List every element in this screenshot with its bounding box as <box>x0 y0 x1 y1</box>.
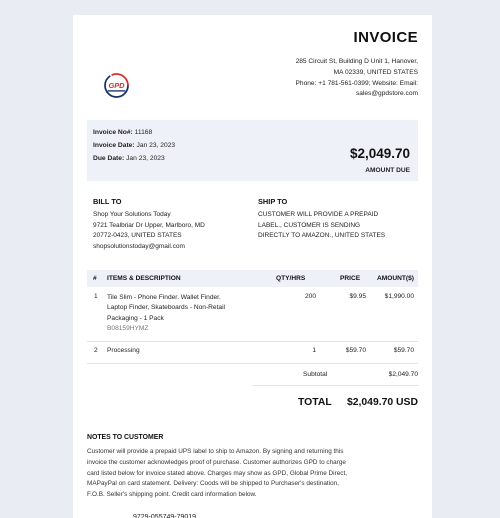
row-description <box>107 293 257 335</box>
col-items: ITEMS & DESCRIPTION <box>107 275 181 282</box>
row-qty: 1 <box>312 347 316 354</box>
col-amount: AMOUNT($) <box>377 275 414 282</box>
notes-body <box>87 447 418 501</box>
invoice-number: 11168 <box>134 129 153 136</box>
due-date-label: Due Date: <box>93 155 125 162</box>
total-value: $2,049.70 USD <box>346 397 418 408</box>
notes-line: card listed below for invoice stated above. Charges may show as GPD, Global Prime Direct, <box>87 469 347 477</box>
col-qty: QTY/HRS <box>276 275 306 282</box>
table-row <box>87 347 418 359</box>
subtotal-value: $2,049.70 <box>388 371 418 378</box>
logo-text: GPD <box>108 81 125 91</box>
address-line: Phone: +1 781-561-0399; Website: Email: <box>295 79 418 87</box>
row-num: 1 <box>94 293 98 300</box>
gpd-logo <box>103 72 130 99</box>
total-row <box>298 397 418 411</box>
items-table-header <box>87 270 418 287</box>
row-description: Processing <box>107 347 140 354</box>
row-divider <box>87 341 418 342</box>
address-line: sales@gpdstore.com <box>355 90 418 98</box>
bill-to-line: 20772-0423, UNITED STATES <box>93 232 182 240</box>
invoice-meta-box <box>87 120 418 181</box>
desc-line: Tile Slim - Phone Finder. Wallet Finder. <box>107 294 221 301</box>
invoice-number-label: Invoice No#: <box>93 129 133 136</box>
due-date: Jan 23, 2023 <box>126 155 165 162</box>
ship-to-heading: SHIP TO <box>258 197 288 206</box>
table-row <box>87 293 418 341</box>
invoice-number-row <box>93 129 152 136</box>
row-amount: $59.70 <box>393 347 414 354</box>
total-label: TOTAL <box>298 397 332 408</box>
row-price: $9.95 <box>349 293 366 300</box>
due-date-row <box>93 155 165 162</box>
invoice-date: Jan 23, 2023 <box>136 142 176 149</box>
desc-line: Packaging - 1 Pack <box>107 314 164 322</box>
card-number-partial: 9729-055749-79019 <box>133 514 197 518</box>
bill-to-address <box>93 210 205 252</box>
notes-heading: NOTES TO CUSTOMER <box>87 434 164 441</box>
amount-due-label: AMOUNT DUE <box>365 167 410 174</box>
amount-due-value: $2,049.70 <box>349 146 410 161</box>
ship-to-line: CUSTOMER WILL PROVIDE A PREPAID <box>258 211 379 218</box>
bill-to-heading: BILL TO <box>93 197 122 206</box>
row-sku: B08159HYMZ <box>107 325 149 333</box>
company-address <box>218 57 418 100</box>
bill-to-email: shopsolutionstoday@gmail.com <box>93 242 185 250</box>
notes-line: MAPayPal on card statement. Delivery: Coods will be shipped to Purchaser's destination, <box>87 480 339 488</box>
address-line: MA 02339, UNITED STATES <box>333 68 418 76</box>
invoice-date-label: Invoice Date: <box>93 142 135 149</box>
ship-to-line: LABEL., CUSTOMER IS SENDING <box>258 221 361 229</box>
bill-to-line: 9721 Tealbriar Dr Upper, Marlboro, MD <box>93 221 205 229</box>
subtotal-divider <box>253 385 418 386</box>
notes-line: Customer will provide a prepaid UPS label to ship to Amazon. By signing and returning this <box>87 448 344 455</box>
desc-line: Laptop Finder, Skateboards - Non-Retail <box>107 304 226 312</box>
invoice-date-row <box>93 142 175 149</box>
address-line: 285 Circuit St, Building D Unit 1, Hanover, <box>295 58 418 65</box>
notes-line: F.O.B. Seller's shipping point. Credit card information below. <box>87 491 257 499</box>
bill-to-line: Shop Your Solutions Today <box>93 211 171 218</box>
invoice-page <box>73 15 432 518</box>
ship-to-line: DIRECTLY TO AMAZON., UNITED STATES <box>258 232 386 240</box>
row-amount: $1,990.00 <box>384 293 414 300</box>
invoice-title: INVOICE <box>353 29 418 46</box>
col-num: # <box>93 275 97 282</box>
row-num: 2 <box>94 347 98 354</box>
row-qty: 200 <box>304 293 316 300</box>
subtotal-label: Subtotal <box>303 371 328 378</box>
ship-to-address <box>258 210 385 242</box>
row-divider <box>87 363 418 364</box>
row-price: $59.70 <box>345 347 366 354</box>
col-price: PRICE <box>340 275 361 282</box>
notes-line: invoice the customer acknowledges proof of purchase. Customer authorizes GPD to charge <box>87 458 346 466</box>
